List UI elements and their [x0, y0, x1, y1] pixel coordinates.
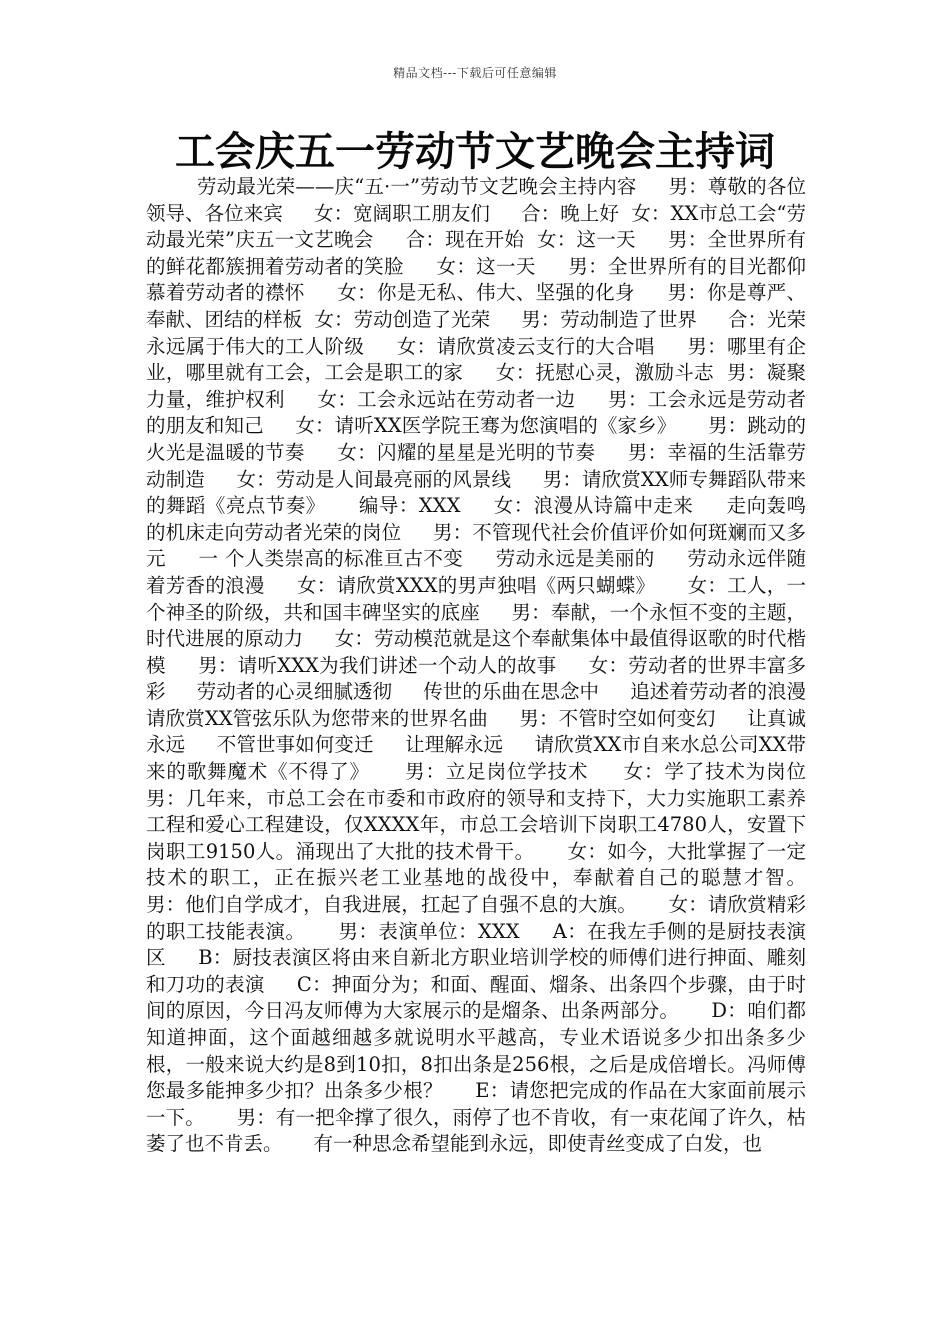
header-note: 精品文档---下载后可任意编辑 [393, 66, 557, 80]
document-title: 工会庆五一劳动节文艺晚会主持词 [175, 129, 775, 175]
document-body: 劳动最光荣——庆“五·一”劳动节文艺晚会主持内容 男：尊敬的各位领导、各位来宾 女：宽阔职工朋友们 合：晚上好 女：XX市总工会“劳动最光荣”庆五一文艺晚会 合：现在开始 女：这一天 男：全世界所有的鲜花都簇拥着劳动者的笑脸 女：这一天 男：全世界所有的目光都仰慕着劳动者的襟怀 女：你是无私、伟大、坚强的化身 男：你是尊严、奉献、团结的样板 女：劳动创造了光荣 男：劳动制造了世界 合：光荣永远属于伟大的工人阶级 女：请欣赏凌云支行的大合唱 男：哪里有企业，哪里就有工会，工会是职工的家 女：抚慰心灵，激励斗志 男：凝聚力量，维护权利 女：工会永远站在劳动者一边 男：工会永远是劳动者的朋友和知己 女：请听XX医学院王骞为您演唱的《家乡》 男：跳动的火光是温暖的节奏 女：闪耀的星星是光明的节奏 男：幸福的生活靠劳动制造 女：劳动是人间最亮丽的风景线 男：请欣赏XX师专舞蹈队带来的舞蹈《亮点节奏》 编导：XXX 女：浪漫从诗篇中走来 走向轰鸣的机床走向劳动者光荣的岗位 男：不管现代社会价值评价如何斑斓而又多元 一 个人类崇高的标准亘古不变 劳动永远是美丽的 劳动永远伴随着芳香的浪漫 女：请欣赏XXX的男声独唱《两只蝴蝶》 女：工人，一个神圣的阶级，共和国丰碑坚实的底座 男：奉献，一个永恒不变的主题，时代进展的原动力 女：劳动模范就是这个奉献集体中最值得讴歌的时代楷模 男：请听XXX为我们讲述一个动人的故事 女：劳动者的世界丰富多彩 劳动者的心灵细腻透彻 传世的乐曲在思念中 追述着劳动者的浪漫 请欣赏XX管弦乐队为您带来的世界名曲 男：不管时空如何变幻 让真诚永远 不管世事如何变迁 让理解永远 请欣赏XX市自来水总公司XX带来的歌舞魔术《不得了》 男：立足岗位学技术 女：学了技术为岗位 男：几年来，市总工会在市委和市政府的领导和支持下，大力实施职工素养工程和爱心工程建设，仅XXXX年，市总工会培训下岗职工4780人，安置下岗职工9150人。涌现出了大批的技术骨干。 女：如今，大批掌握了一定技术的职工，正在振兴老工业基地的战役中，奉献着自己的聪慧才智。 男：他们自学成才，自我进展，扛起了自强不息的大旗。 女：请欣赏精彩的职工技能表演。 男：表演单位：XXX A：在我左手侧的是厨技表演区 B：厨技表演区将由来自新北方职业培训学校的师傅们进行抻面、雕刻和刀功的表演 C：抻面分为；和面、醒面、熘条、出条四个步骤，由于时间的原因，今日冯友师傅为大家展示的是熘条、出条两部分。 D：咱们都知道抻面，这个面越细越多就说明水平越高，专业术语说多少扣出条多少根，一般来说大约是8到10扣，8扣出条是256根，之后是成倍增长。冯师傅您最多能抻多少扣？出条多少根？ E：请您把完成的作品在大家面前展示一下。 男：有一把伞撑了很久，雨停了也不肯收，有一束花闻了许久，枯萎了也不肯丢。 有一种思念希望能到永远，即使青丝变成了白发，也 [146, 175, 837, 1156]
